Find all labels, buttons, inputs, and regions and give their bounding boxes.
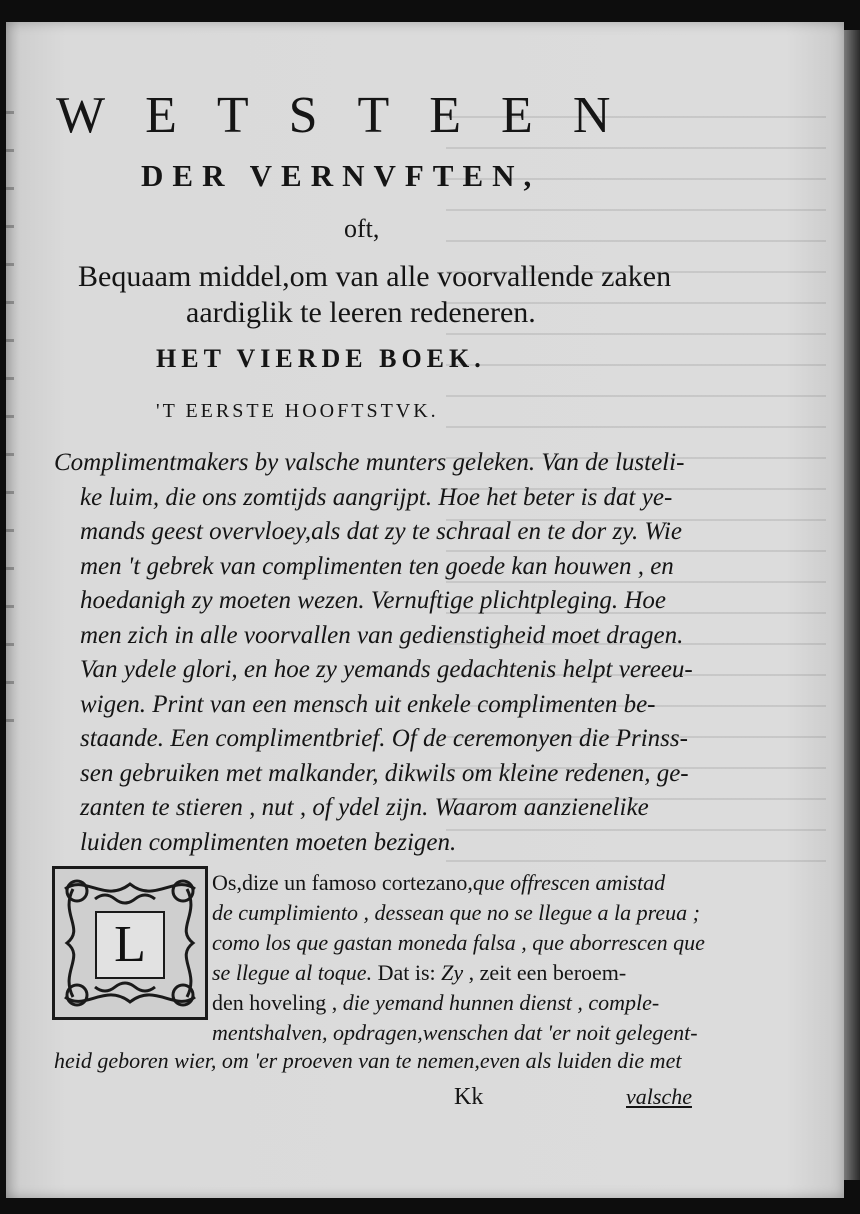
chapter-heading: 'T EERSTE HOOFTSTVK.	[156, 400, 439, 422]
chapter-summary	[54, 446, 734, 860]
body-italic: de cumplimiento , dessean que no se llegue a la preua ;	[212, 900, 700, 925]
subtitle-line-1: Bequaam middel,om van alle voorvallende zaken	[78, 260, 672, 293]
body-line	[212, 988, 705, 1018]
body-line	[212, 1018, 705, 1048]
page-subtitle: DER VERNVFTEN,	[141, 158, 541, 193]
body-italic: mentshalven, opdragen,wenschen dat 'er noit gelegent-	[212, 1020, 698, 1045]
body-roman: Dat is:	[372, 960, 442, 985]
summary-line: staande. Een complimentbrief. Of de ceremonyen die Prinss-	[80, 725, 688, 752]
body-text	[212, 868, 705, 1048]
summary-line: men 't gebrek van complimenten ten goede kan houwen , en	[80, 552, 674, 580]
body-italic: se llegue al toque.	[212, 960, 373, 985]
body-line	[212, 868, 705, 898]
decorated-initial	[52, 866, 208, 1020]
body-line	[212, 958, 705, 988]
summary-line: zanten te stieren , nut , of ydel zijn. Waarom aanzienelike	[80, 794, 649, 821]
body-line	[212, 898, 705, 928]
initial-letter: L	[95, 911, 165, 979]
book-page	[6, 22, 844, 1198]
body-italic: die yemand hunnen dienst , comple-	[342, 990, 660, 1015]
summary-line: mands geest overvloey,als dat zy te schraal en te dor zy. Wie	[80, 518, 682, 545]
summary-line: hoedanigh zy moeten wezen. Vernuftige plichtpleging. Hoe	[80, 587, 666, 614]
signature-mark: Kk	[454, 1084, 484, 1110]
spine-shadow	[6, 102, 14, 722]
body-roman: den hoveling ,	[212, 990, 343, 1015]
conjunction-line: oft,	[344, 214, 380, 243]
subtitle-line-2: aardiglik te leeren redeneren.	[186, 296, 536, 329]
body-italic: como los que gastan moneda falsa , que aborrescen que	[212, 930, 705, 955]
summary-line: men zich in alle voorvallen van gedienstigheid moet dragen.	[80, 621, 684, 649]
page-edge	[844, 30, 860, 1180]
summary-line: sen gebruiken met malkander, dikwils om kleine redenen, ge-	[80, 759, 689, 787]
body-roman: Os,dize un famoso cortezano,	[212, 870, 473, 895]
body-line	[212, 928, 705, 958]
summary-line: Van ydele glori, en hoe zy yemands gedachtenis helpt vereeu-	[80, 656, 693, 683]
body-roman: , zeit een beroem-	[463, 960, 627, 985]
page-title: WETSTEEN	[56, 87, 651, 144]
summary-line: wigen. Print van een mensch uit enkele complimenten be-	[80, 690, 656, 718]
summary-line: luiden complimenten moeten bezigen.	[80, 828, 457, 856]
body-last-line: heid geboren wier, om 'er proeven van te nemen,even als luiden die met	[54, 1048, 682, 1073]
catchword: valsche	[626, 1084, 692, 1109]
book-heading: HET VIERDE BOEK.	[156, 344, 486, 373]
summary-line: Complimentmakers by valsche munters geleken. Van de lusteli-	[54, 449, 685, 476]
summary-line: ke luim, die ons zomtijds aangrijpt. Hoe het beter is dat ye-	[80, 483, 673, 511]
body-italic: que offrescen amistad	[472, 870, 666, 895]
body-italic: Zy	[441, 960, 464, 985]
